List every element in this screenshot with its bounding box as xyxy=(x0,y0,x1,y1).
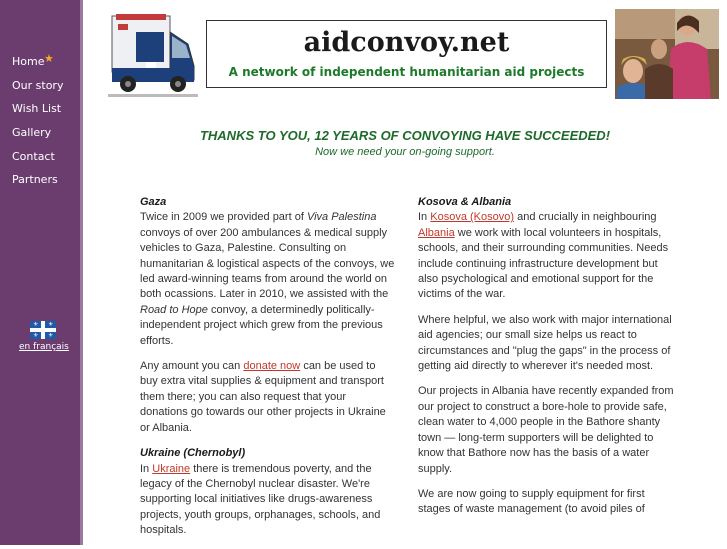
ukraine-text-pre: In xyxy=(140,462,150,475)
kosova-text-post: we work with local volunteers in hospitals, schools, and their surrounding communities. Needs include continuing infrastructure development but also psychological and emotional support for the victims of the war. xyxy=(418,226,669,301)
nav-partners[interactable]: Partners xyxy=(12,173,58,186)
subheadline: Now we need your on-going support. xyxy=(315,146,495,158)
viva-palestina-text: Viva Palestina xyxy=(306,211,377,224)
french-language-link[interactable]: en français xyxy=(19,342,69,352)
gaza-paragraph xyxy=(140,210,396,349)
kosova-albania-heading: Kosova & Albania xyxy=(418,196,512,208)
ukraine-paragraph xyxy=(140,462,396,539)
ukraine-text-post: there is tremendous poverty, and the legacy of the Chernobyl nuclear disaster. We're supporting local initiatives like drugs-awareness projects, youth groups, orphanages, schools, and hospitals. xyxy=(140,462,381,537)
waste-management-paragraph: We are now going to supply equipment for first stages of waste management (to avoid piles of xyxy=(418,487,645,516)
nav-our-story[interactable]: Our story xyxy=(12,79,64,92)
left-column xyxy=(140,195,396,549)
star-icon: ★ xyxy=(44,52,54,65)
kosova-link[interactable]: Kosova (Kosovo) xyxy=(430,211,515,224)
site-logo[interactable] xyxy=(206,20,607,88)
nav-home[interactable]: Home xyxy=(12,55,45,68)
donate-text-post: can be used to buy extra vital supplies & equipment and transport them there; you can also request that your donations go towards our other projects in Ukraine or Albania. xyxy=(140,360,386,434)
ukraine-heading: Ukraine (Chernobyl) xyxy=(140,447,246,460)
ukraine-link[interactable]: Ukraine xyxy=(152,462,191,475)
headline: THANKS TO YOU, 12 YEARS OF CONVOYING HAVE SUCCEEDED! xyxy=(199,128,611,143)
donate-now-link[interactable]: donate now xyxy=(243,360,301,373)
aid-agencies-paragraph: Where helpful, we also work with major international aid agencies; our small size helps us react to circumstances and "plug the gaps" in the process of getting aid directly to wherever it's needed most. xyxy=(418,313,672,373)
gaza-text-2: convoys of over 200 ambulances & medical supply vehicles to Gaza, Palestine. Consulting on humanitarian & logistical aspects of the convoys, we led award-winning teams from around the world on both ocassions. Later in 2010, we assisted with the xyxy=(140,226,395,301)
donate-paragraph xyxy=(140,359,396,436)
nav-contact[interactable]: Contact xyxy=(12,150,55,163)
gaza-text-1: Twice in 2009 we provided part of xyxy=(140,211,304,224)
sidebar xyxy=(0,0,80,545)
gaza-text-3: convoy, a determinedly politically-independent project which grew from the previous efforts. xyxy=(140,303,383,347)
kosova-text-pre: In xyxy=(418,211,428,224)
sidebar-border xyxy=(80,0,83,545)
albania-link[interactable]: Albania xyxy=(418,226,455,239)
right-column xyxy=(418,195,680,528)
road-to-hope-text: Road to Hope xyxy=(140,303,208,316)
kosova-text-mid: and crucially in neighbouring xyxy=(517,211,657,224)
site-tagline: A network of independent humanitarian aid projects xyxy=(228,65,585,79)
donate-text-pre: Any amount you can xyxy=(140,360,241,373)
quebec-flag-icon[interactable]: ⚜ ⚜ ⚜ ⚜ xyxy=(30,321,56,339)
convoy-van-image xyxy=(106,10,200,100)
nav-gallery[interactable]: Gallery xyxy=(12,126,52,139)
nav-wish-list[interactable]: Wish List xyxy=(12,102,62,115)
people-photo xyxy=(615,9,719,99)
site-title: aidconvoy.net xyxy=(303,27,510,58)
albania-projects-paragraph: Our projects in Albania have recently expanded from our project to construct a bore-hole to provide safe, clean water to 4,000 people in the Bathore shanty town — long-term supporters will be delighted to know that Bathore now has the basis of a water supply. xyxy=(418,385,674,475)
gaza-heading: Gaza xyxy=(140,196,167,208)
kosova-paragraph xyxy=(418,210,680,302)
